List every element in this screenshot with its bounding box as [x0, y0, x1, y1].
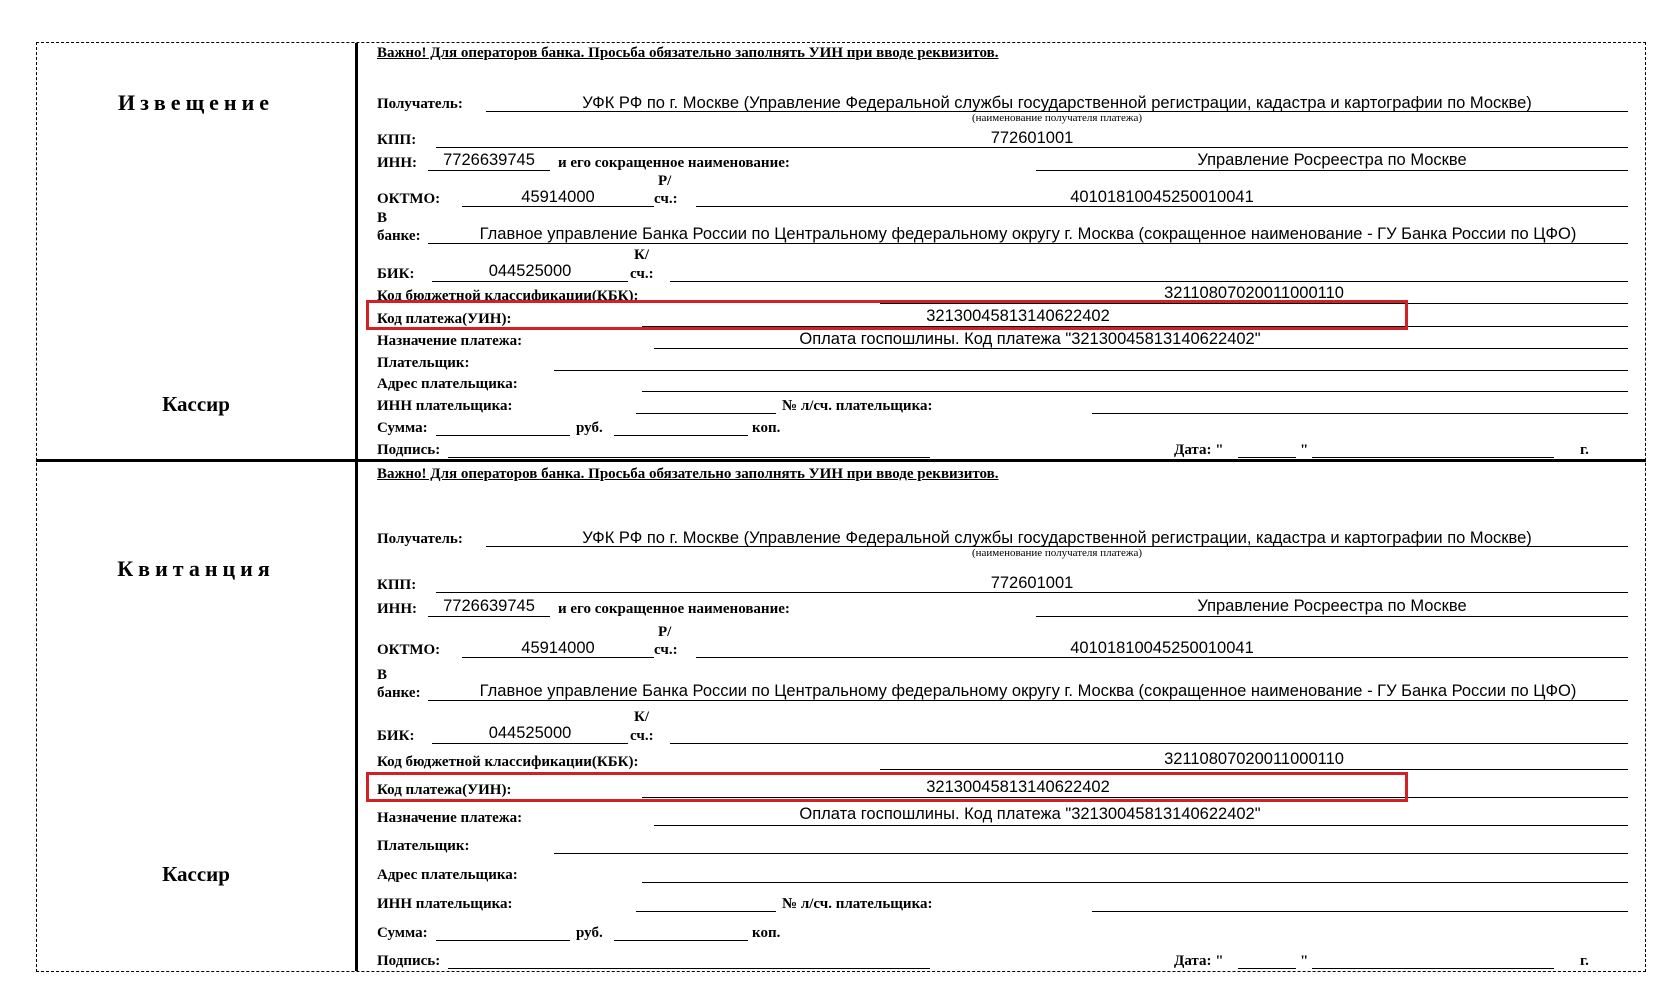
inn-line [428, 616, 550, 617]
rub-label: руб. [576, 925, 603, 941]
section-title-receipt: Квитанция [117, 556, 275, 581]
date-quote: " [1300, 442, 1309, 458]
uin-highlight-box [366, 772, 1408, 802]
purpose-line [654, 825, 1628, 826]
kbk-value: 32110807020011000110 [1164, 284, 1344, 302]
short-name-label: и его сокращенное наименование: [558, 155, 790, 171]
date-month-line [1312, 968, 1554, 969]
short-name-line [1036, 170, 1628, 171]
form-border [36, 42, 1646, 972]
short-name-line [1036, 616, 1628, 617]
payer-inn-label: ИНН плательщика: [377, 896, 513, 912]
recipient-label: Получатель: [377, 96, 463, 112]
rub-line [436, 940, 570, 941]
payer-address-label: Адрес плательщика: [377, 867, 518, 883]
kbk-label: Код бюджетной классификации(КБК): [377, 754, 639, 770]
rs-value: 40101810045250010041 [1070, 639, 1254, 657]
kbk-value: 32110807020011000110 [1164, 750, 1344, 768]
left-column-divider [355, 43, 358, 971]
bank-line [428, 243, 1628, 244]
uin-label: Код платежа(УИН): [377, 782, 512, 798]
kpp-label: КПП: [377, 577, 417, 593]
inn-value: 7726639745 [443, 597, 535, 615]
payer-line [554, 853, 1628, 854]
bik-value: 044525000 [488, 724, 572, 742]
oktmo-value: 45914000 [521, 188, 595, 206]
year-label: г. [1580, 442, 1589, 458]
bank-label-bottom: банке: [377, 228, 421, 244]
rs-label-bottom: сч.: [654, 191, 678, 207]
uin-highlight-box [366, 300, 1408, 330]
rs-label-top: Р/ [658, 624, 672, 640]
kop-line [614, 940, 748, 941]
date-label: Дата: " [1174, 953, 1224, 969]
signature-label: Подпись: [377, 953, 441, 969]
oktmo-line [462, 206, 654, 207]
uin-label: Код платежа(УИН): [377, 311, 512, 327]
bank-label-bottom: банке: [377, 685, 421, 701]
account-no-line [1092, 413, 1628, 414]
cashier-label: Кассир [162, 862, 230, 886]
payer-label: Плательщик: [377, 838, 470, 854]
ks-line [670, 743, 1628, 744]
rs-label-bottom: сч.: [654, 642, 678, 658]
signature-line [448, 457, 930, 458]
inn-label: ИНН: [377, 155, 417, 171]
payer-inn-line [636, 413, 776, 414]
inn-label: ИНН: [377, 601, 417, 617]
oktmo-label: ОКТМО: [377, 191, 441, 207]
year-label: г. [1580, 953, 1589, 969]
purpose-value: Оплата госпошлины. Код платежа "32130045813140622402" [799, 805, 1261, 823]
bank-value: Главное управление Банка России по Центральному федеральному округу г. Москва (сокращенное наименование - ГУ Банка России по ЦФО) [479, 225, 1577, 243]
date-month-line [1312, 457, 1554, 458]
date-label: Дата: " [1174, 442, 1224, 458]
short-name-label: и его сокращенное наименование: [558, 601, 790, 617]
important-notice: Важно! Для операторов банка. Просьба обязательно заполнять УИН при вводе реквизитов. [377, 45, 999, 61]
ks-label-top: К/ [634, 709, 650, 725]
oktmo-line [462, 657, 654, 658]
date-day-line [1238, 968, 1296, 969]
oktmo-value: 45914000 [521, 639, 595, 657]
kpp-value: 772601001 [990, 129, 1074, 147]
payer-address-label: Адрес плательщика: [377, 376, 518, 392]
rs-line [696, 206, 1628, 207]
account-no-label: № л/сч. плательщика: [782, 398, 933, 414]
kbk-label: Код бюджетной классификации(КБК): [377, 288, 639, 304]
inn-value: 7726639745 [443, 151, 535, 169]
kop-label: коп. [752, 925, 781, 941]
ks-label-bottom: сч.: [630, 266, 654, 282]
ks-line [670, 281, 1628, 282]
kpp-value: 772601001 [990, 574, 1074, 592]
sum-label: Сумма: [377, 420, 428, 436]
bank-label-top: В [377, 210, 388, 226]
bik-value: 044525000 [488, 262, 572, 280]
uin-value: 32130045813140622402 [926, 307, 1110, 325]
rub-line [436, 435, 570, 436]
bik-label: БИК: [377, 728, 415, 744]
cashier-label: Кассир [162, 392, 230, 416]
purpose-line [654, 348, 1628, 349]
kop-line [614, 435, 748, 436]
recipient-hint: (наименование получателя платежа) [971, 112, 1143, 124]
uin-value: 32130045813140622402 [926, 778, 1110, 796]
kpp-label: КПП: [377, 132, 417, 148]
kpp-line [436, 592, 1628, 593]
rub-label: руб. [576, 420, 603, 436]
recipient-hint: (наименование получателя платежа) [971, 547, 1143, 559]
payer-inn-line [636, 911, 776, 912]
recipient-label: Получатель: [377, 531, 463, 547]
kop-label: коп. [752, 420, 781, 436]
section-title-notice: Извещение [117, 90, 275, 115]
account-no-label: № л/сч. плательщика: [782, 896, 933, 912]
bank-value: Главное управление Банка России по Центральному федеральному округу г. Москва (сокращенное наименование - ГУ Банка России по ЦФО) [479, 682, 1577, 700]
purpose-value: Оплата госпошлины. Код платежа "32130045813140622402" [799, 330, 1261, 348]
section-divider [36, 459, 1646, 462]
payer-address-line [642, 391, 1628, 392]
ks-label-bottom: сч.: [630, 728, 654, 744]
bik-label: БИК: [377, 266, 415, 282]
kpp-line [436, 147, 1628, 148]
bik-line [432, 281, 628, 282]
short-name-value: Управление Росреестра по Москве [1197, 597, 1467, 615]
purpose-label: Назначение платежа: [377, 810, 523, 826]
oktmo-label: ОКТМО: [377, 642, 441, 658]
date-quote: " [1300, 953, 1309, 969]
ks-label-top: К/ [634, 247, 650, 263]
payer-address-line [642, 882, 1628, 883]
purpose-label: Назначение платежа: [377, 333, 523, 349]
bank-label-top: В [377, 667, 388, 683]
payer-label: Плательщик: [377, 355, 470, 371]
bik-line [432, 743, 628, 744]
signature-line [448, 968, 930, 969]
rs-line [696, 657, 1628, 658]
bank-line [428, 700, 1628, 701]
payer-inn-label: ИНН плательщика: [377, 398, 513, 414]
kbk-line [880, 769, 1628, 770]
short-name-value: Управление Росреестра по Москве [1197, 151, 1467, 169]
date-day-line [1238, 457, 1296, 458]
signature-label: Подпись: [377, 442, 441, 458]
payer-line [554, 370, 1628, 371]
rs-label-top: Р/ [658, 173, 672, 189]
recipient-value: УФК РФ по г. Москве (Управление Федеральной службы государственной регистрации, кадастра и картографии по Москве) [582, 94, 1532, 112]
inn-line [428, 170, 550, 171]
recipient-value: УФК РФ по г. Москве (Управление Федеральной службы государственной регистрации, кадастра и картографии по Москве) [582, 529, 1532, 547]
sum-label: Сумма: [377, 925, 428, 941]
rs-value: 40101810045250010041 [1070, 188, 1254, 206]
important-notice: Важно! Для операторов банка. Просьба обязательно заполнять УИН при вводе реквизитов. [377, 466, 999, 482]
account-no-line [1092, 911, 1628, 912]
